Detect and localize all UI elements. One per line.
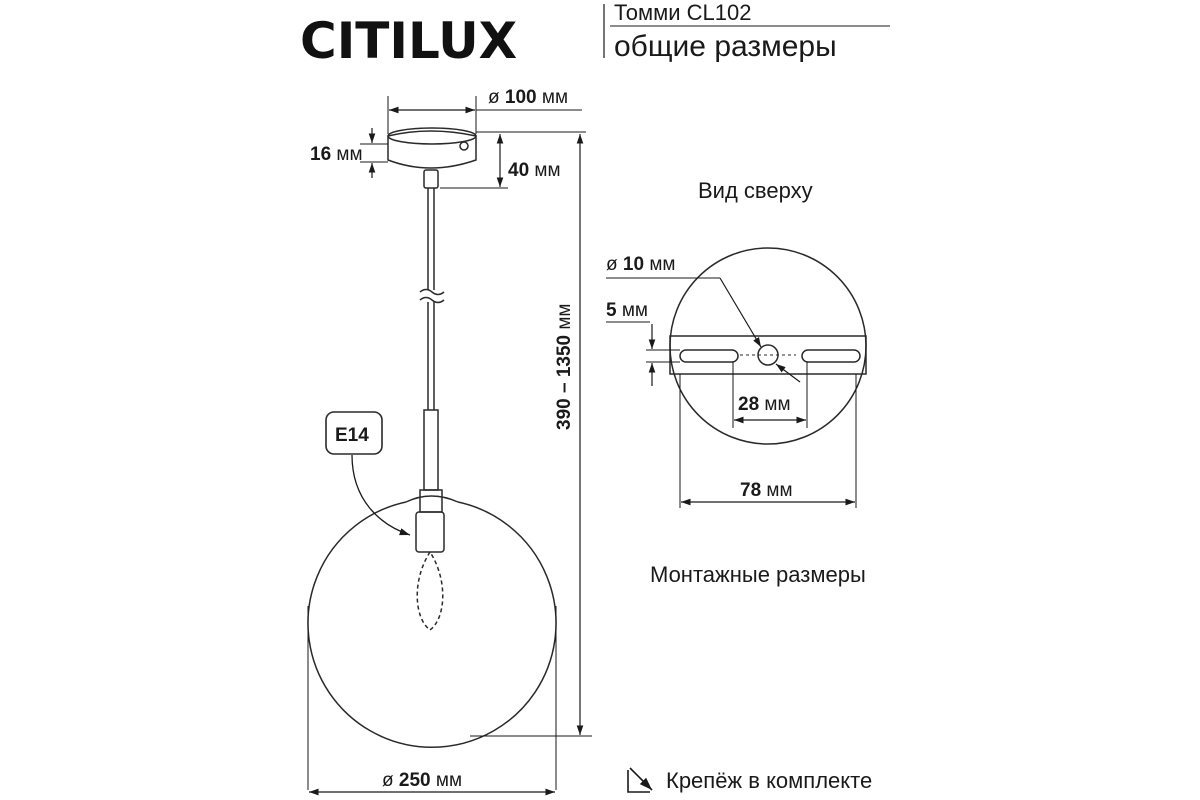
unit: мм <box>541 87 568 108</box>
slot-width-value: 5 <box>606 300 617 321</box>
unit: мм <box>766 480 793 501</box>
page-subtitle: общие размеры <box>614 30 837 63</box>
dim-slot-spacing <box>733 362 807 428</box>
canopy-diameter-label: ø 100 мм <box>488 87 568 108</box>
total-height-label <box>554 304 575 431</box>
canopy-height-label <box>310 144 363 165</box>
top-view-title: Вид сверху <box>698 178 813 203</box>
slot-spacing-label <box>738 394 791 415</box>
shade-diameter-label: ø 250 мм <box>382 770 462 791</box>
dim-slot-width <box>606 300 680 386</box>
brand-logo <box>300 12 517 70</box>
socket-callout-arrow <box>352 455 410 535</box>
bracket-slot-left <box>680 350 738 362</box>
holder-collar <box>420 490 442 512</box>
shade-holder-cap <box>406 496 458 502</box>
canopy-diameter-value: 100 <box>504 87 537 108</box>
hole-diameter-label: ø 10 мм <box>606 254 676 275</box>
shade-diameter-value: 250 <box>398 770 431 791</box>
mount-arrow-icon <box>628 768 652 792</box>
icon-corner <box>628 770 650 792</box>
unit: мм <box>764 394 791 415</box>
icon-arrow <box>630 768 652 790</box>
plate-length-value: 78 <box>740 480 762 501</box>
fixings-note: Крепёж в комплекте <box>666 768 873 793</box>
candle-bulb <box>417 552 443 630</box>
cap-height-label <box>508 160 561 181</box>
cord-break-mark <box>420 290 444 295</box>
logo-text: CITILUX <box>300 12 518 70</box>
cord-break-mark-2 <box>420 298 444 303</box>
glass-sphere <box>308 502 556 747</box>
mounting-title: Монтажные размеры <box>650 562 866 587</box>
lamp-rod <box>424 410 438 490</box>
unit: мм <box>649 254 676 275</box>
lamp-socket <box>416 512 444 552</box>
unit: мм <box>534 160 561 181</box>
model-name: Томми CL102 <box>614 0 752 25</box>
dim-canopy-diameter <box>388 87 582 134</box>
dim-line <box>776 364 800 382</box>
canopy-screw <box>460 142 468 150</box>
dim-cap-height <box>440 132 586 188</box>
unit: мм <box>435 770 462 791</box>
dim-total-height <box>470 134 592 736</box>
plate-length-label <box>740 480 793 501</box>
socket-label: E14 <box>335 425 369 446</box>
bracket-slot-right <box>802 350 860 362</box>
dim-canopy-height <box>310 128 388 178</box>
mounting-bracket <box>670 336 866 374</box>
unit: мм <box>554 303 575 330</box>
dim-shade-diameter <box>308 606 556 792</box>
slot-width-label <box>606 300 648 321</box>
total-height-value: 390 – 1350 <box>554 334 575 430</box>
hole-diameter-value: 10 <box>622 254 645 275</box>
canopy-height-value: 16 <box>310 144 332 165</box>
cap-height-value: 40 <box>508 160 530 181</box>
cord-holder <box>424 170 438 188</box>
slot-spacing-value: 28 <box>738 394 760 415</box>
unit: мм <box>621 300 648 321</box>
unit: мм <box>336 144 363 165</box>
